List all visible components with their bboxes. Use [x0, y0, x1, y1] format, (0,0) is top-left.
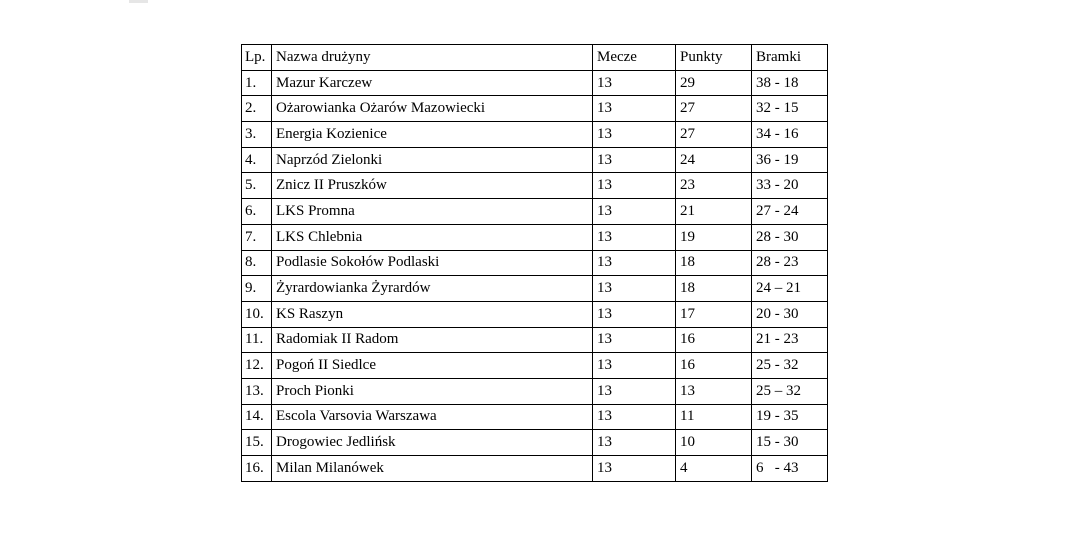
cell-team: Milan Milanówek: [272, 456, 593, 482]
cell-team: KS Raszyn: [272, 301, 593, 327]
cell-points: 24: [676, 147, 752, 173]
cell-points: 19: [676, 224, 752, 250]
table-row: [242, 353, 828, 379]
cell-points: 23: [676, 173, 752, 199]
table-row: [242, 173, 828, 199]
cell-games: 13: [593, 353, 676, 379]
cell-goals: 36 - 19: [752, 147, 828, 173]
cell-points: 18: [676, 276, 752, 302]
cell-team: Ożarowianka Ożarów Mazowiecki: [272, 96, 593, 122]
cell-points: 17: [676, 301, 752, 327]
cell-goals: 25 - 32: [752, 353, 828, 379]
document-corner-mark: [129, 0, 148, 3]
cell-points: 27: [676, 122, 752, 148]
cell-team: Mazur Karczew: [272, 70, 593, 96]
cell-goals: 20 - 30: [752, 301, 828, 327]
header-games: Mecze: [593, 45, 676, 71]
cell-goals: 19 - 35: [752, 404, 828, 430]
cell-games: 13: [593, 122, 676, 148]
cell-lp: 5.: [242, 173, 272, 199]
cell-team: Podlasie Sokołów Podlaski: [272, 250, 593, 276]
table-header-row: [242, 45, 828, 71]
cell-lp: 14.: [242, 404, 272, 430]
cell-goals: 24 – 21: [752, 276, 828, 302]
cell-goals: 32 - 15: [752, 96, 828, 122]
cell-games: 13: [593, 276, 676, 302]
cell-goals: 21 - 23: [752, 327, 828, 353]
cell-games: 13: [593, 173, 676, 199]
cell-team: LKS Promna: [272, 199, 593, 225]
cell-games: 13: [593, 456, 676, 482]
cell-points: 27: [676, 96, 752, 122]
table-row: [242, 301, 828, 327]
cell-games: 13: [593, 327, 676, 353]
table-row: [242, 378, 828, 404]
table-row: [242, 96, 828, 122]
cell-games: 13: [593, 250, 676, 276]
table-row: [242, 430, 828, 456]
cell-points: 16: [676, 327, 752, 353]
cell-points: 4: [676, 456, 752, 482]
cell-games: 13: [593, 70, 676, 96]
table-row: [242, 70, 828, 96]
cell-team: Drogowiec Jedlińsk: [272, 430, 593, 456]
cell-games: 13: [593, 430, 676, 456]
cell-lp: 1.: [242, 70, 272, 96]
cell-points: 11: [676, 404, 752, 430]
cell-points: 18: [676, 250, 752, 276]
table-row: [242, 327, 828, 353]
cell-goals: 38 - 18: [752, 70, 828, 96]
cell-lp: 16.: [242, 456, 272, 482]
cell-team: Naprzód Zielonki: [272, 147, 593, 173]
cell-lp: 10.: [242, 301, 272, 327]
league-standings-table: [241, 44, 828, 482]
cell-team: Pogoń II Siedlce: [272, 353, 593, 379]
cell-lp: 12.: [242, 353, 272, 379]
cell-team: LKS Chlebnia: [272, 224, 593, 250]
table-row: [242, 404, 828, 430]
table-row: [242, 122, 828, 148]
table-row: [242, 224, 828, 250]
cell-team: Energia Kozienice: [272, 122, 593, 148]
cell-lp: 9.: [242, 276, 272, 302]
table-row: [242, 276, 828, 302]
cell-goals: 6 - 43: [752, 456, 828, 482]
header-points: Punkty: [676, 45, 752, 71]
cell-goals: 34 - 16: [752, 122, 828, 148]
cell-points: 13: [676, 378, 752, 404]
cell-lp: 15.: [242, 430, 272, 456]
table-row: [242, 456, 828, 482]
cell-team: Proch Pionki: [272, 378, 593, 404]
cell-goals: 25 – 32: [752, 378, 828, 404]
cell-lp: 4.: [242, 147, 272, 173]
cell-games: 13: [593, 224, 676, 250]
cell-team: Żyrardowianka Żyrardów: [272, 276, 593, 302]
cell-goals: 27 - 24: [752, 199, 828, 225]
table-row: [242, 250, 828, 276]
cell-goals: 28 - 23: [752, 250, 828, 276]
cell-goals: 28 - 30: [752, 224, 828, 250]
cell-games: 13: [593, 378, 676, 404]
cell-games: 13: [593, 301, 676, 327]
cell-points: 21: [676, 199, 752, 225]
cell-goals: 15 - 30: [752, 430, 828, 456]
cell-points: 10: [676, 430, 752, 456]
cell-lp: 3.: [242, 122, 272, 148]
cell-lp: 6.: [242, 199, 272, 225]
cell-lp: 8.: [242, 250, 272, 276]
cell-lp: 2.: [242, 96, 272, 122]
table-row: [242, 199, 828, 225]
cell-games: 13: [593, 147, 676, 173]
cell-games: 13: [593, 404, 676, 430]
cell-team: Znicz II Pruszków: [272, 173, 593, 199]
cell-games: 13: [593, 96, 676, 122]
cell-lp: 7.: [242, 224, 272, 250]
cell-lp: 11.: [242, 327, 272, 353]
cell-goals: 33 - 20: [752, 173, 828, 199]
header-team: Nazwa drużyny: [272, 45, 593, 71]
cell-points: 29: [676, 70, 752, 96]
table-row: [242, 147, 828, 173]
cell-team: Escola Varsovia Warszawa: [272, 404, 593, 430]
header-lp: Lp.: [242, 45, 272, 71]
header-goals: Bramki: [752, 45, 828, 71]
cell-lp: 13.: [242, 378, 272, 404]
cell-team: Radomiak II Radom: [272, 327, 593, 353]
cell-games: 13: [593, 199, 676, 225]
cell-points: 16: [676, 353, 752, 379]
